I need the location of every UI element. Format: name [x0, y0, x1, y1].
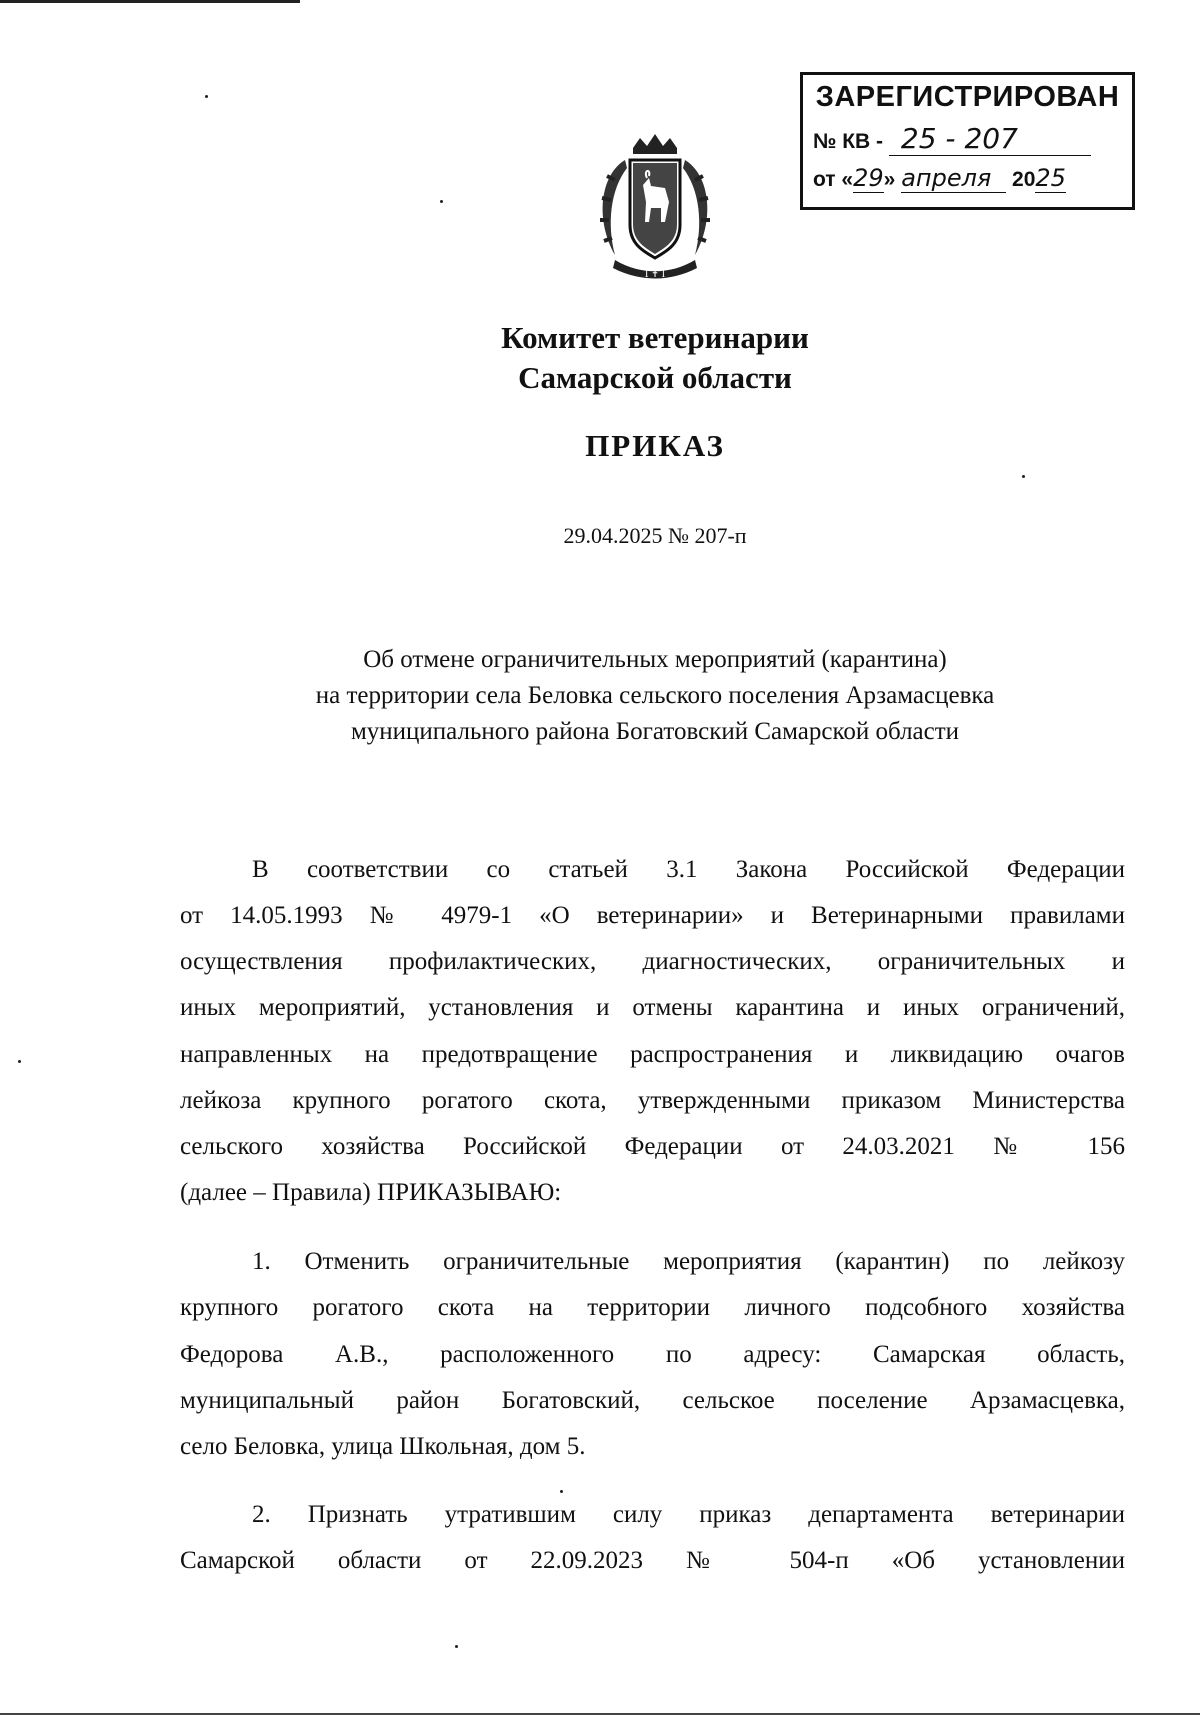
scan-speck — [455, 1645, 458, 1648]
org-name-line1: Комитет ветеринарии — [501, 320, 809, 355]
body-line: (далее – Правила) ПРИКАЗЫВАЮ: — [180, 1179, 562, 1206]
scan-speck — [560, 1490, 563, 1493]
body-line: лейкоза крупного рогатого скота, утвержденными приказом Министерства — [180, 1087, 1125, 1114]
paragraph-2-line: Самарской области от 22.09.2023 № 504-п «Об установлении — [180, 1547, 1125, 1574]
registration-stamp — [800, 72, 1135, 210]
scan-speck — [440, 200, 443, 203]
stamp-date-day: 29 — [853, 164, 884, 192]
paragraph-1-line: 1. Отменить ограничительные мероприятия (карантин) по лейкозу — [252, 1248, 1125, 1275]
svg-text:I ✝ I: I ✝ I — [644, 270, 666, 280]
stamp-date-year-prefix: 20 — [1012, 168, 1036, 191]
stamp-title: ЗАРЕГИСТРИРОВАН — [815, 81, 1120, 113]
stamp-number-prefix: № КВ - — [813, 130, 884, 153]
document-type-title: ПРИКАЗ — [585, 428, 725, 463]
stamp-date-year: 25 — [1035, 164, 1066, 192]
paragraph-1-line: село Беловка, улица Школьная, дом 5. — [180, 1433, 586, 1460]
body-line: от 14.05.1993 № 4979-1 «О ветеринарии» и Ветеринарными правилами — [180, 902, 1125, 929]
body-line: сельского хозяйства Российской Федерации от 24.03.2021 № 156 — [180, 1133, 1125, 1160]
scan-top-edge — [0, 0, 300, 3]
subject-line: Об отмене ограничительных мероприятий (карантина) — [363, 646, 947, 673]
paragraph-2-line: 2. Признать утратившим силу приказ департамента ветеринарии — [252, 1501, 1125, 1528]
body-line: иных мероприятий, установления и отмены карантина и иных ограничений, — [180, 994, 1125, 1021]
subject-line: на территории села Беловка сельского поселения Арзамасцевка — [315, 682, 995, 709]
body-line: направленных на предотвращение распространения и ликвидацию очагов — [180, 1041, 1125, 1068]
stamp-date-mid: » — [883, 168, 896, 191]
scan-speck — [1022, 475, 1025, 478]
body-line: осуществления профилактических, диагностических, ограничительных и — [180, 948, 1125, 975]
subject-line: муниципального района Богатовский Самарской области — [350, 718, 960, 745]
scan-speck — [18, 1060, 21, 1063]
stamp-number-row — [813, 122, 1122, 156]
body-line: В соответствии со статьей 3.1 Закона Российской Федерации — [252, 856, 1125, 883]
document-date-number: 29.04.2025 № 207-п — [563, 523, 747, 548]
scan-speck — [205, 95, 208, 98]
stamp-number-handwritten: 25 - 207 — [889, 122, 1091, 156]
paragraph-1-line: крупного рогатого скота на территории личного подсобного хозяйства — [180, 1294, 1125, 1321]
paragraph-1-line: муниципальный район Богатовский, сельское поселение Арзамасцевка, — [180, 1387, 1125, 1414]
stamp-date-row — [813, 164, 1122, 198]
stamp-date-month: апреля — [901, 164, 1006, 193]
org-name-line2: Самарской области — [518, 360, 792, 395]
samara-coat-of-arms-emblem — [585, 130, 725, 290]
stamp-date-prefix: от « — [813, 168, 854, 191]
paragraph-1-line: Федорова А.В., расположенного по адресу: Самарская область, — [180, 1341, 1125, 1368]
